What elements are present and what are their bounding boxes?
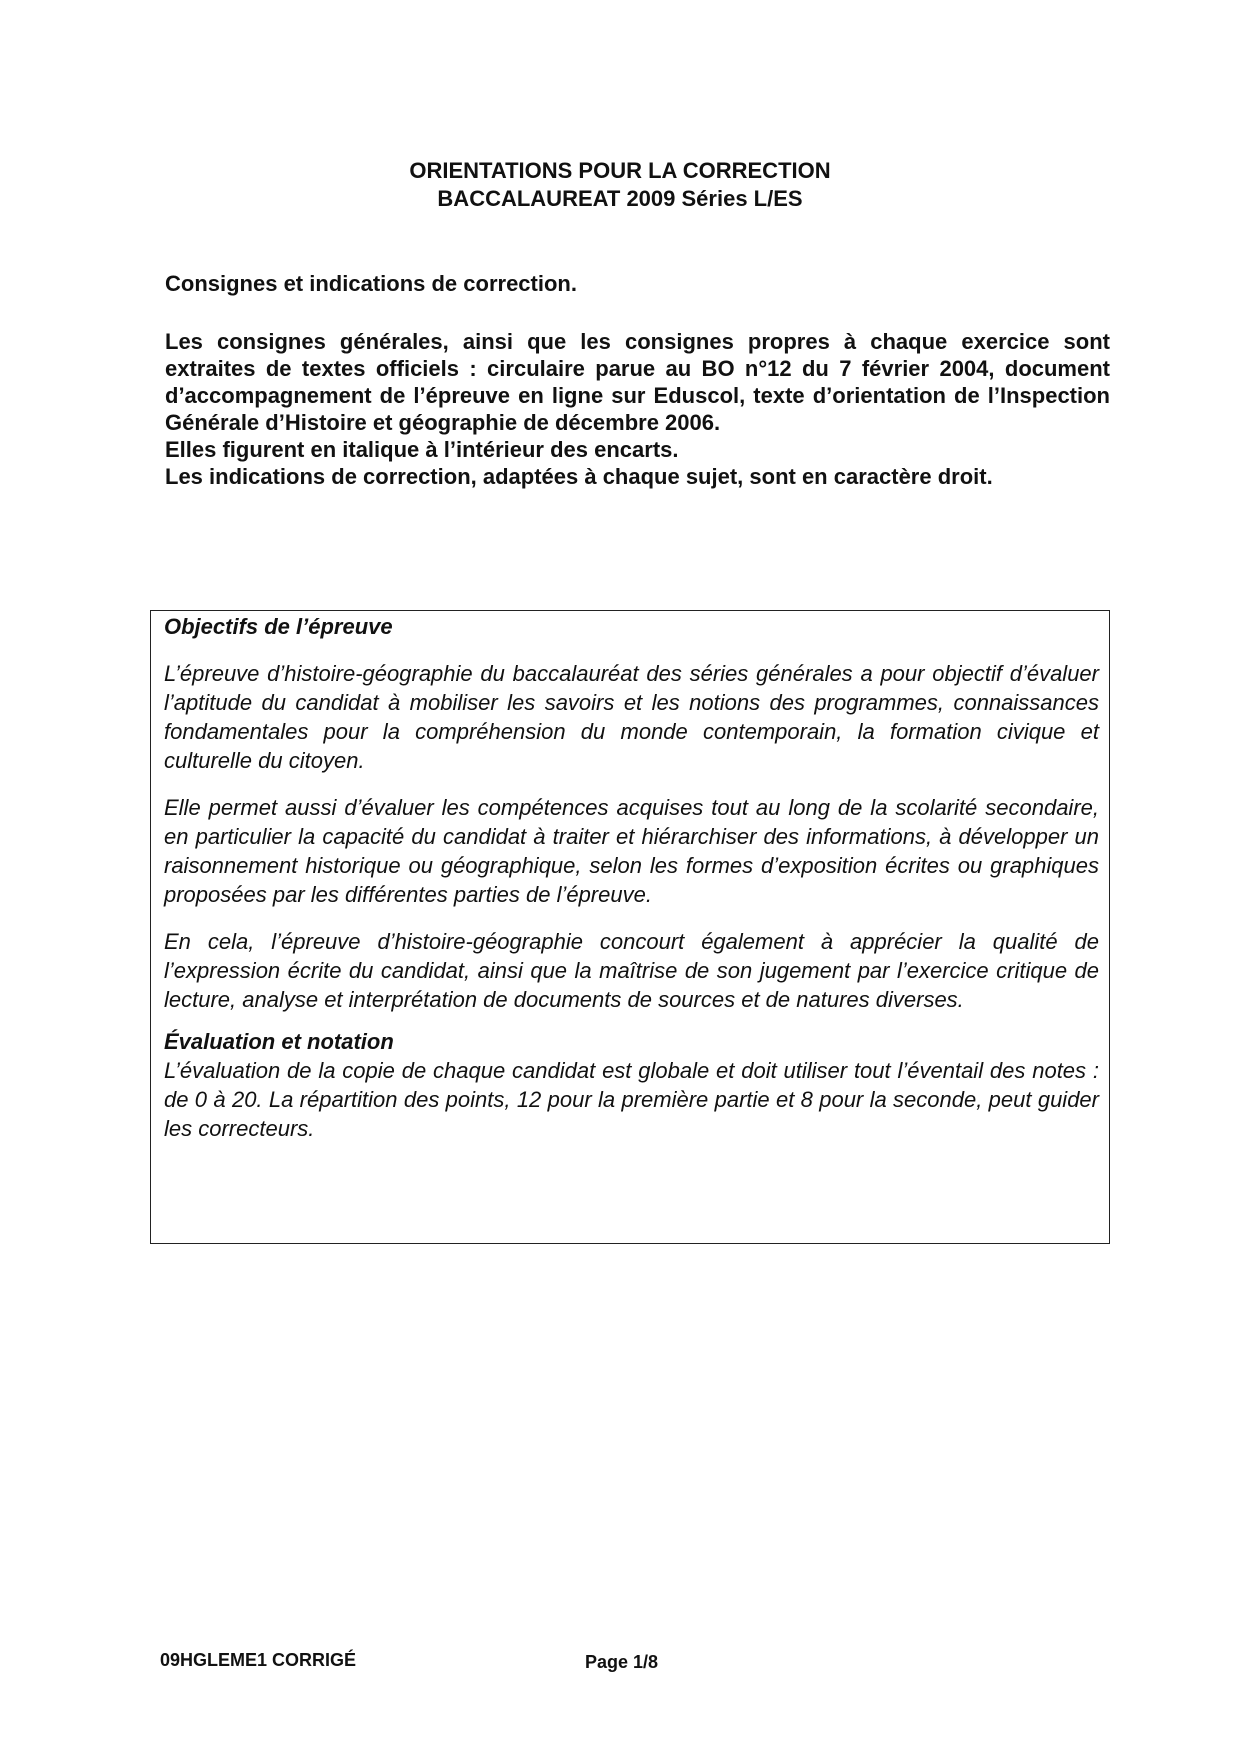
document-title xyxy=(0,157,1240,213)
evaluation-paragraph: L’évaluation de la copie de chaque candidat est globale et doit utiliser tout l’éventail des notes : de 0 à 20. La répartition des points, 12 pour la première partie et 8 pour la seconde, peut guider les correcteurs. xyxy=(164,1058,1099,1141)
footer-page-number: Page 1/8 xyxy=(585,1652,659,1672)
intro-paragraph-3: Les indications de correction, adaptées à chaque sujet, sont en caractère droit. xyxy=(165,464,993,489)
instructions-box xyxy=(150,610,1110,1244)
title-line-1: ORIENTATIONS POUR LA CORRECTION xyxy=(409,158,831,183)
intro-heading: Consignes et indications de correction. xyxy=(165,271,577,296)
intro-paragraph-2: Elles figurent en italique à l’intérieur des encarts. xyxy=(165,437,679,462)
footer-document-code: 09HGLEME1 CORRIGÉ xyxy=(160,1650,357,1670)
objectives-heading: Objectifs de l’épreuve xyxy=(164,614,393,639)
intro-paragraph-1: Les consignes générales, ainsi que les consignes propres à chaque exercice sont extraites de textes officiels : circulaire parue au BO n°12 du 7 février 2004, document d’accompagnement de l’épreuve en ligne sur Eduscol, texte d’orientation de l’Inspection Générale d’Histoire et géographie de décembre 2006. xyxy=(165,329,1110,435)
intro-body xyxy=(165,328,1110,490)
title-line-2: BACCALAUREAT 2009 Séries L/ES xyxy=(437,186,803,211)
objectives-paragraph-3: En cela, l’épreuve d’histoire-géographie concourt également à apprécier la qualité de l’expression écrite du candidat, ainsi que la maîtrise de son jugement par l’exercice critique de lecture, analyse et interprétation de documents de sources et de natures diverses. xyxy=(164,929,1099,1012)
objectives-paragraph-1: L’épreuve d’histoire-géographie du baccalauréat des séries générales a pour objectif d’évaluer l’aptitude du candidat à mobiliser les savoirs et les notions des programmes, connaissances fondamentales pour la compréhension du monde contemporain, la formation civique et culturelle du citoyen. xyxy=(164,661,1099,773)
evaluation-heading: Évaluation et notation xyxy=(164,1029,394,1054)
objectives-paragraph-2: Elle permet aussi d’évaluer les compétences acquises tout au long de la scolarité secondaire, en particulier la capacité du candidat à traiter et hiérarchiser des informations, à développer un raisonnement historique ou géographique, selon les formes d’exposition écrites ou graphiques proposées par les différentes parties de l’épreuve. xyxy=(164,795,1099,907)
